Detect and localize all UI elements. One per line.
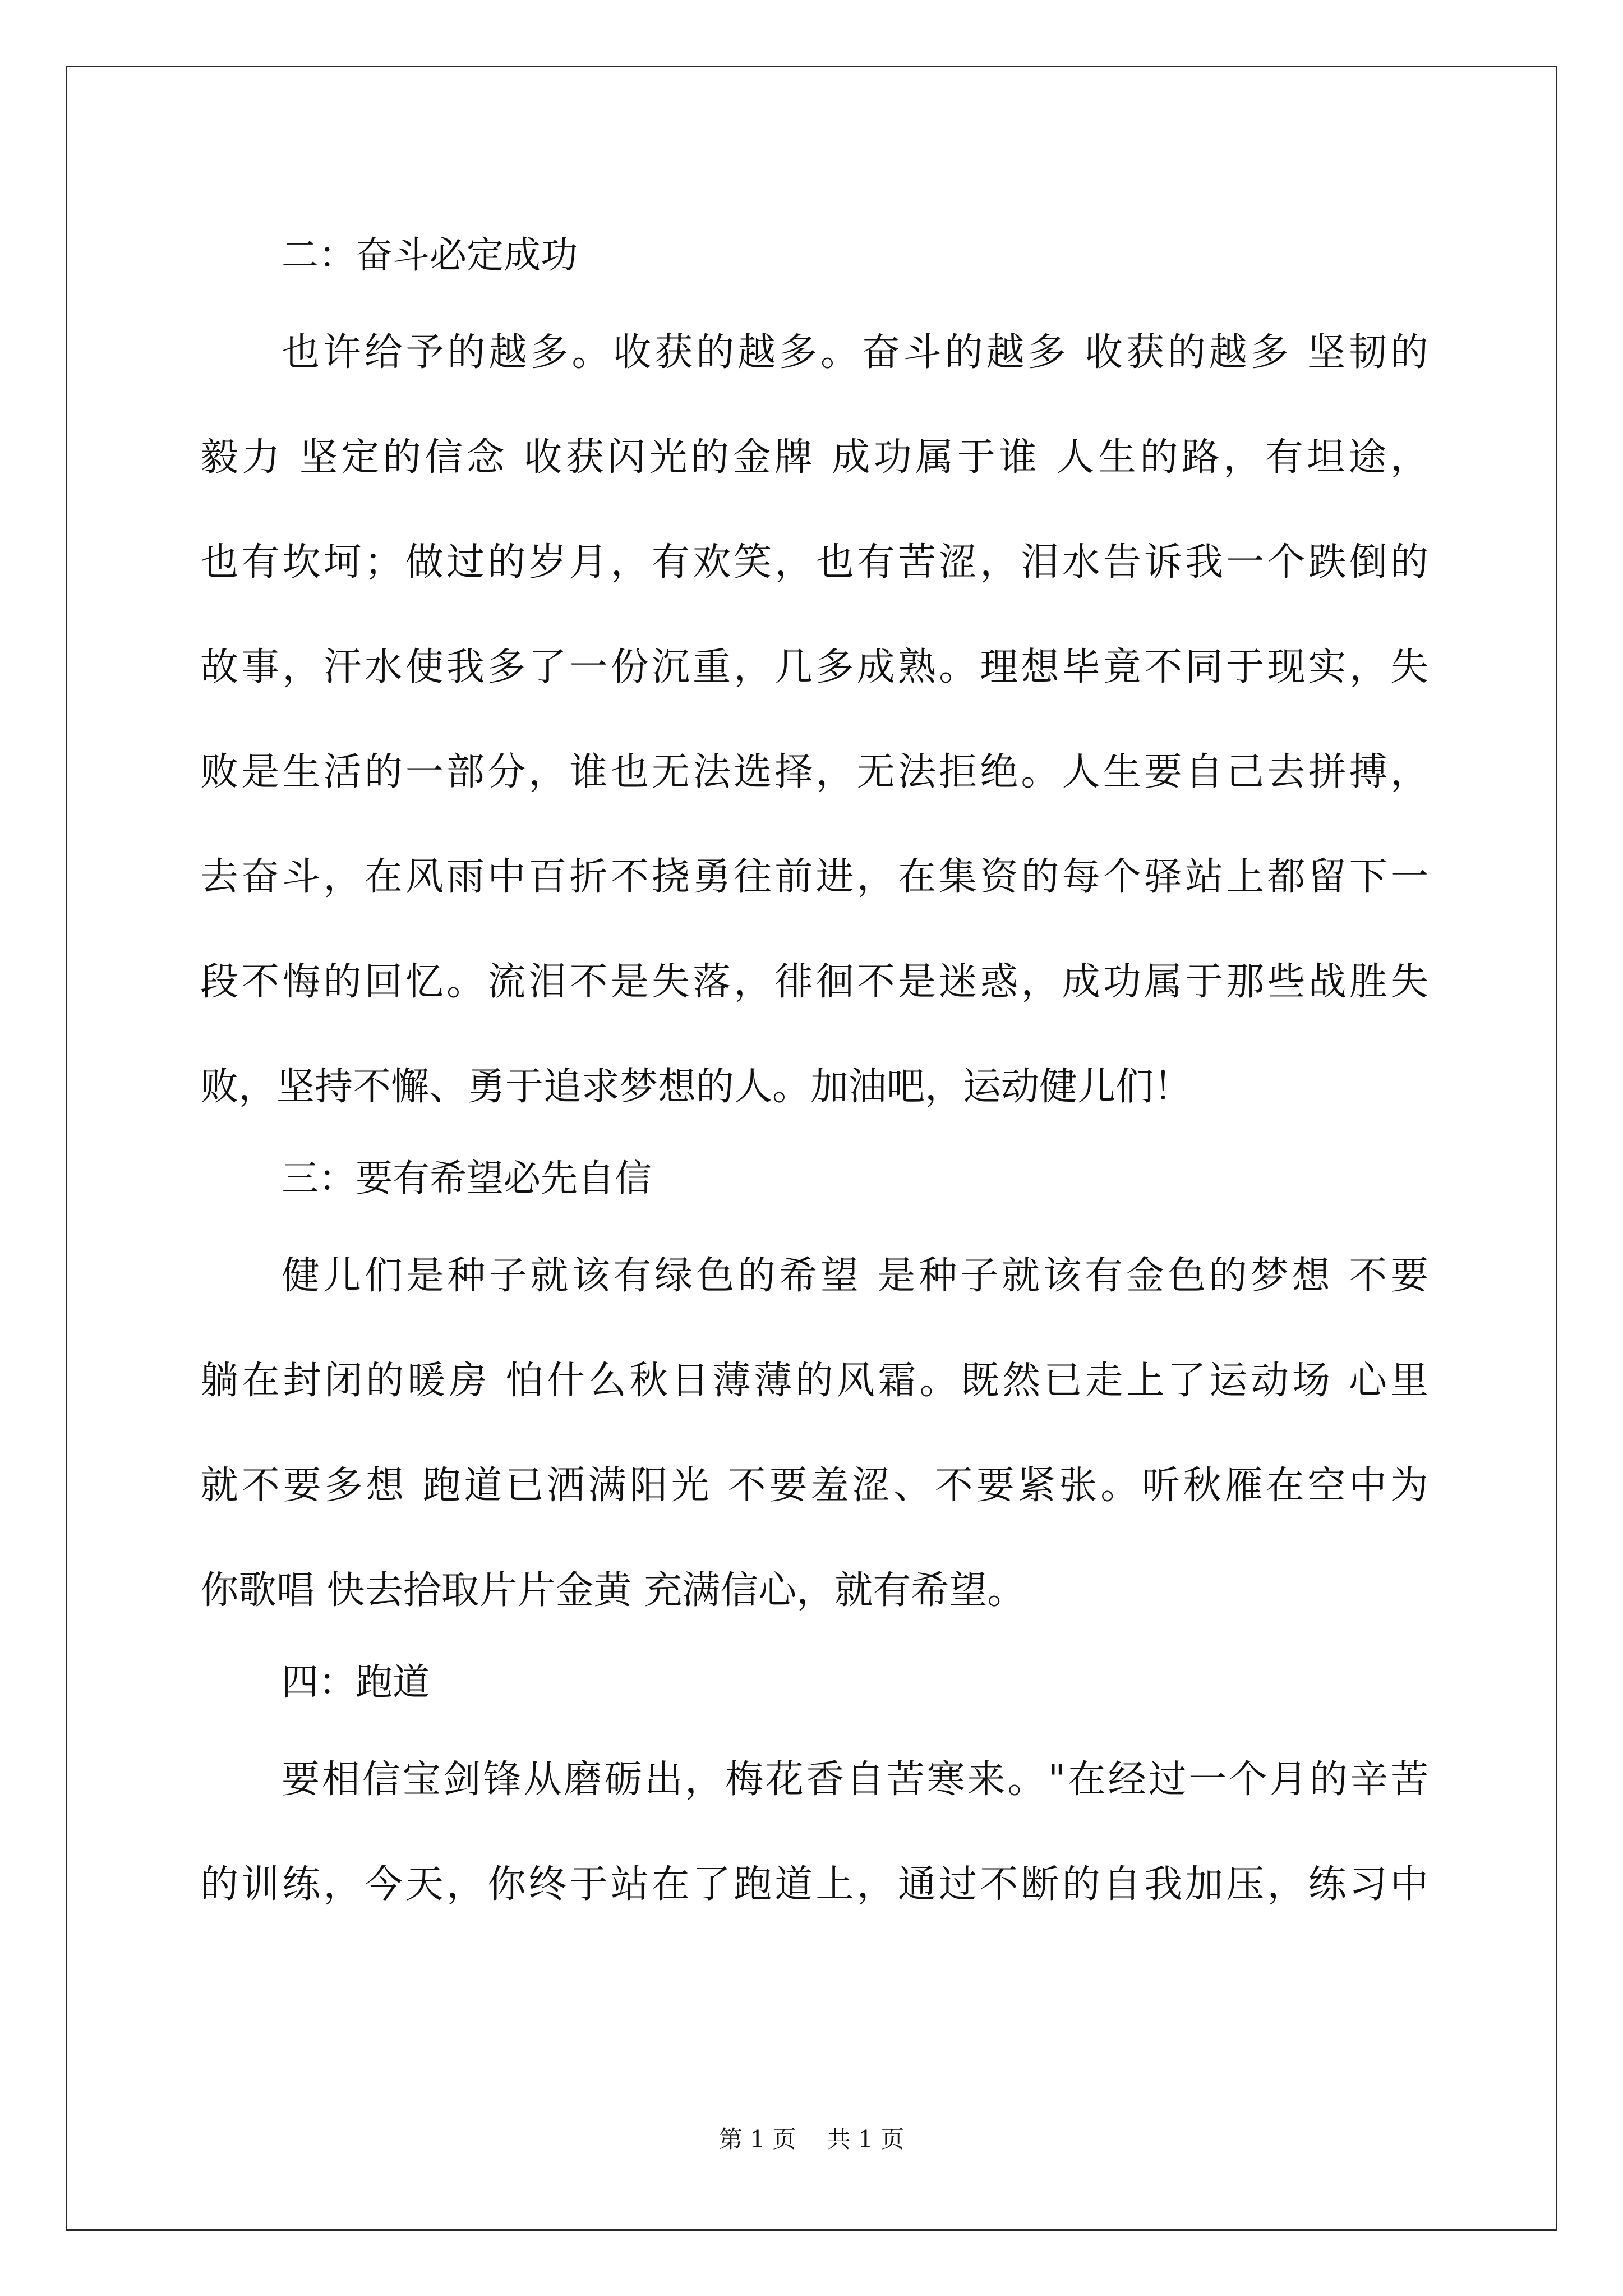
paragraph-line: 你歌唱 快去拾取片片金黄 充满信心，就有希望。: [200, 1568, 1026, 1613]
paragraph-line: 躺在封闭的暖房 怕什么秋日薄薄的风霜。既然已走上了运动场 心里: [200, 1359, 1428, 1403]
page-footer: 第 1 页 共 1 页: [718, 2125, 905, 2153]
paragraph-line: 就不要多想 跑道已洒满阳光 不要羞涩、不要紧张。听秋雁在空中为: [200, 1464, 1428, 1508]
paragraph-line: 要相信宝剑锋从磨砺出，梅花香自苦寒来。"在经过一个月的辛苦: [282, 1757, 1428, 1802]
paragraph-line: 段不悔的回忆。流泪不是失落，徘徊不是迷惑，成功属于那些战胜失: [200, 960, 1428, 1004]
section-paragraph: [200, 1223, 1428, 1643]
paragraph-line: 故事，汗水使我多了一份沉重，几多成熟。理想毕竟不同于现实，失: [200, 645, 1428, 689]
section-heading: 二：奋斗必定成功: [282, 233, 578, 277]
section-heading: 四：跑道: [282, 1660, 430, 1704]
section-paragraph: [200, 300, 1428, 1139]
paragraph-line: 败，坚持不懈、勇于追求梦想的人。加油吧，运动健儿们！: [200, 1065, 1192, 1109]
paragraph-line: 的训练，今天，你终于站在了跑道上，通过不断的自我加压，练习中: [200, 1862, 1428, 1907]
paragraph-line: 也有坎坷；做过的岁月，有欢笑，也有苦涩，泪水告诉我一个跌倒的: [200, 540, 1428, 585]
paragraph-line: 去奋斗，在风雨中百折不挠勇往前进，在集资的每个驿站上都留下一: [200, 855, 1428, 899]
section-heading: 三：要有希望必先自信: [282, 1157, 652, 1200]
paragraph-line: 也许给予的越多。收获的越多。奋斗的越多 收获的越多 坚韧的: [282, 330, 1428, 375]
document-body: [200, 216, 1428, 1937]
paragraph-line: 毅力 坚定的信念 收获闪光的金牌 成功属于谁 人生的路，有坦途，: [200, 435, 1428, 480]
section-paragraph: [200, 1727, 1428, 1937]
paragraph-line: 败是生活的一部分，谁也无法选择，无法拒绝。人生要自己去拼搏，: [200, 750, 1428, 794]
paragraph-line: 健儿们是种子就该有绿色的希望 是种子就该有金色的梦想 不要: [282, 1254, 1428, 1298]
